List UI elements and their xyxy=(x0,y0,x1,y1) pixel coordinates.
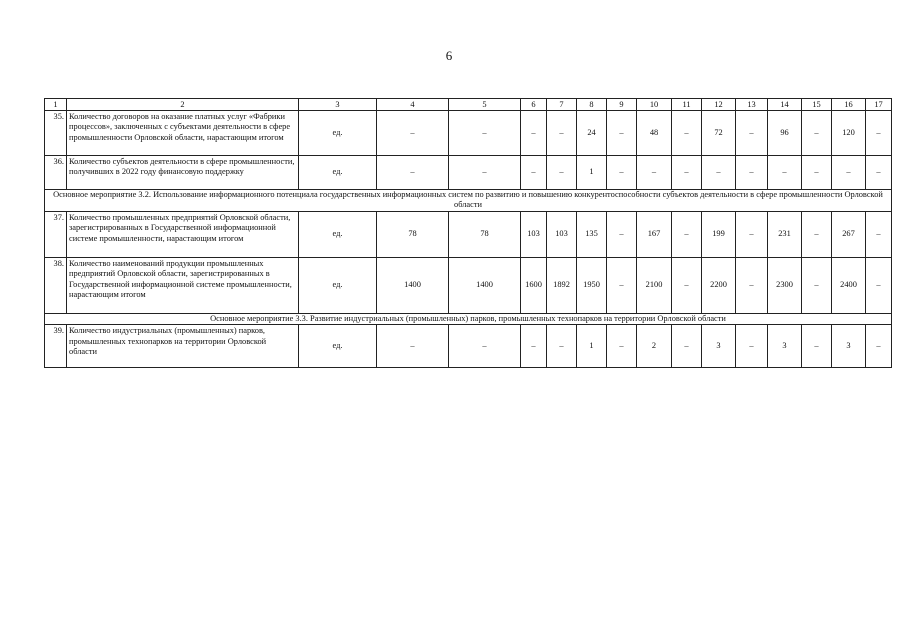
value-cell: 24 xyxy=(577,111,607,156)
header-row xyxy=(45,99,892,111)
value-cell: – xyxy=(802,156,832,190)
table-row xyxy=(45,211,892,257)
value-cell: – xyxy=(547,325,577,368)
value-cell: – xyxy=(736,325,768,368)
table-row xyxy=(45,111,892,156)
header-cell: 9 xyxy=(607,99,637,111)
value-cell: – xyxy=(377,325,449,368)
row-number: 36. xyxy=(45,156,67,190)
table-row xyxy=(45,325,892,368)
indicator-name: Количество промышленных предприятий Орловской области, зарегистрированных в Государственной информационной системе промышленности, нарастающим итогом xyxy=(67,211,299,257)
value-cell: – xyxy=(866,211,892,257)
value-cell: 199 xyxy=(702,211,736,257)
value-cell: – xyxy=(672,211,702,257)
value-cell: 1 xyxy=(577,156,607,190)
indicator-name: Количество договоров на оказание платных услуг «Фабрики процессов», заключенных с субъектами деятельности в сфере промышленности Орловской области, нарастающим итогом xyxy=(67,111,299,156)
row-number: 37. xyxy=(45,211,67,257)
header-cell: 14 xyxy=(768,99,802,111)
header-cell: 1 xyxy=(45,99,67,111)
value-cell: 1600 xyxy=(521,257,547,313)
header-cell: 6 xyxy=(521,99,547,111)
unit-cell: ед. xyxy=(299,257,377,313)
row-number: 35. xyxy=(45,111,67,156)
value-cell: – xyxy=(802,325,832,368)
unit-cell: ед. xyxy=(299,325,377,368)
value-cell: 2400 xyxy=(832,257,866,313)
value-cell: – xyxy=(672,257,702,313)
header-cell: 16 xyxy=(832,99,866,111)
header-cell: 10 xyxy=(637,99,672,111)
section-row xyxy=(45,190,892,212)
value-cell: 1950 xyxy=(577,257,607,313)
value-cell: 135 xyxy=(577,211,607,257)
value-cell: 231 xyxy=(768,211,802,257)
value-cell: – xyxy=(521,111,547,156)
value-cell: – xyxy=(802,211,832,257)
value-cell: 1892 xyxy=(547,257,577,313)
indicators-table xyxy=(44,98,892,368)
row-number: 39. xyxy=(45,325,67,368)
value-cell: 72 xyxy=(702,111,736,156)
section-title: Основное мероприятие 3.3. Развитие индустриальных (промышленных) парков, промышленных технопарков на территории Орловской области xyxy=(45,313,892,324)
value-cell: 96 xyxy=(768,111,802,156)
value-cell: – xyxy=(802,257,832,313)
value-cell: – xyxy=(768,156,802,190)
value-cell: – xyxy=(736,156,768,190)
value-cell: 1400 xyxy=(377,257,449,313)
value-cell: – xyxy=(637,156,672,190)
header-cell: 8 xyxy=(577,99,607,111)
value-cell: 1400 xyxy=(449,257,521,313)
header-cell: 4 xyxy=(377,99,449,111)
header-cell: 3 xyxy=(299,99,377,111)
value-cell: – xyxy=(672,111,702,156)
value-cell: – xyxy=(736,211,768,257)
unit-cell: ед. xyxy=(299,156,377,190)
indicator-name: Количество субъектов деятельности в сфере промышленности, получивших в 2022 году финансовую поддержку xyxy=(67,156,299,190)
value-cell: – xyxy=(702,156,736,190)
value-cell: – xyxy=(866,156,892,190)
value-cell: 78 xyxy=(449,211,521,257)
value-cell: – xyxy=(449,111,521,156)
value-cell: 1 xyxy=(577,325,607,368)
section-row xyxy=(45,313,892,324)
page-number: 6 xyxy=(445,48,453,63)
value-cell: 2300 xyxy=(768,257,802,313)
value-cell: – xyxy=(607,156,637,190)
value-cell: – xyxy=(521,325,547,368)
value-cell: 3 xyxy=(832,325,866,368)
value-cell: – xyxy=(547,156,577,190)
value-cell: – xyxy=(607,257,637,313)
value-cell: 48 xyxy=(637,111,672,156)
header-cell: 11 xyxy=(672,99,702,111)
value-cell: – xyxy=(832,156,866,190)
header-cell: 17 xyxy=(866,99,892,111)
header-cell: 12 xyxy=(702,99,736,111)
table-row xyxy=(45,156,892,190)
header-cell: 5 xyxy=(449,99,521,111)
value-cell: 3 xyxy=(768,325,802,368)
value-cell: – xyxy=(377,156,449,190)
value-cell: – xyxy=(672,325,702,368)
value-cell: – xyxy=(866,325,892,368)
value-cell: – xyxy=(866,257,892,313)
value-cell: 103 xyxy=(547,211,577,257)
value-cell: 3 xyxy=(702,325,736,368)
value-cell: – xyxy=(449,325,521,368)
value-cell: 267 xyxy=(832,211,866,257)
header-cell: 15 xyxy=(802,99,832,111)
indicator-name: Количество наименований продукции промышленных предприятий Орловской области, зарегистрированных в Государственной информационной системе промышленности, нарастающим итогом xyxy=(67,257,299,313)
value-cell: – xyxy=(607,325,637,368)
header-cell: 13 xyxy=(736,99,768,111)
value-cell: – xyxy=(377,111,449,156)
value-cell: 120 xyxy=(832,111,866,156)
value-cell: – xyxy=(547,111,577,156)
value-cell: 167 xyxy=(637,211,672,257)
unit-cell: ед. xyxy=(299,211,377,257)
value-cell: 78 xyxy=(377,211,449,257)
value-cell: – xyxy=(866,111,892,156)
value-cell: – xyxy=(802,111,832,156)
value-cell: 103 xyxy=(521,211,547,257)
value-cell: – xyxy=(449,156,521,190)
value-cell: – xyxy=(736,257,768,313)
value-cell: – xyxy=(521,156,547,190)
row-number: 38. xyxy=(45,257,67,313)
value-cell: – xyxy=(672,156,702,190)
value-cell: 2200 xyxy=(702,257,736,313)
value-cell: 2 xyxy=(637,325,672,368)
unit-cell: ед. xyxy=(299,111,377,156)
value-cell: – xyxy=(607,211,637,257)
value-cell: – xyxy=(607,111,637,156)
table-body xyxy=(45,99,892,368)
table-row xyxy=(45,257,892,313)
header-cell: 2 xyxy=(67,99,299,111)
indicator-name: Количество индустриальных (промышленных) парков, промышленных технопарков на территории Орловской области xyxy=(67,325,299,368)
value-cell: 2100 xyxy=(637,257,672,313)
value-cell: – xyxy=(736,111,768,156)
header-cell: 7 xyxy=(547,99,577,111)
section-title: Основное мероприятие 3.2. Использование информационного потенциала государственных информационных систем по развитию и повышению конкурентоспособности субъектов деятельности в сфере промышленности Орловской области xyxy=(45,190,892,212)
